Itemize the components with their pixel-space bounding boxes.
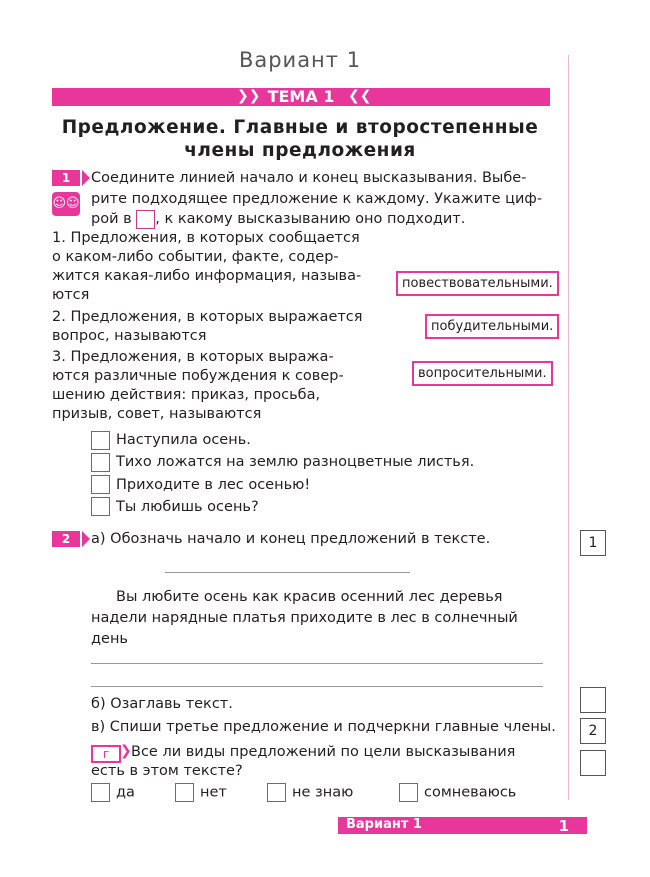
option-dont-know[interactable] [267,783,399,803]
answer-checkbox[interactable] [91,497,110,516]
text-line: вопрос, называются [52,328,207,344]
text-line: о каком-либо событии, факте, содер- [52,249,339,265]
option-yes[interactable] [91,783,175,803]
option-label: нет [200,784,227,801]
margin-line [568,55,569,800]
text-line: ются [52,287,90,303]
page-number: 1 [558,817,569,835]
score-box[interactable] [580,750,606,776]
sentence-item [91,496,474,518]
text-line: день [91,631,128,647]
statement-start-2 [52,308,382,346]
statement-start-1 [52,229,382,305]
text-line: рите подходящее предложение к каждому. Укажите циф- [91,190,543,207]
ending-box-1[interactable]: повествовательными. [396,271,559,296]
task2v-text: в) Спиши третье предложение и подчеркни главные члены. [91,719,556,735]
text-line: призыв, совет, называются [52,406,262,422]
text-line: Все ли виды предложений по цели высказывания [131,744,516,760]
text-line: надели нарядные платья приходите в лес в солнечный [91,610,518,626]
option-label: да [116,784,135,801]
score-box[interactable]: 1 [580,530,606,556]
task2b-text: б) Озаглавь текст. [91,696,233,712]
sentence-text: Приходите в лес осенью! [116,476,311,493]
heading-line: члены предложения [184,140,416,161]
option-checkbox[interactable] [175,783,194,802]
chevron-right-icon: ❯ [120,743,132,759]
task2a-text: а) Обозначь начало и конец предложений в тексте. [91,531,491,547]
option-checkbox[interactable] [399,783,418,802]
page-footer [338,817,587,834]
chevron-left-icon: ❮❮ [348,88,372,104]
text-line: ются различные побуждения к совер- [52,368,344,384]
title-line[interactable] [165,572,410,573]
sentence-item [91,451,474,473]
topic-label: ТЕМА 1 [267,87,335,106]
task2g-text [91,743,553,781]
ending-box-2[interactable]: побудительными. [425,314,559,339]
option-doubt[interactable] [399,783,516,803]
sentence-item [91,474,474,496]
option-label: сомневаюсь [424,784,517,801]
task2-text [91,587,551,608]
text-line: шению действия: приказ, просьба, [52,387,321,403]
score-box[interactable] [580,687,606,713]
text-line: есть в этом тексте? [91,763,243,779]
heading-line: Предложение. Главные и второстепенные [61,117,539,138]
writing-line[interactable] [91,686,543,687]
answer-options [91,783,551,803]
sentence-text: Наступила осень. [116,432,251,448]
sentence-list [91,429,474,518]
score-box[interactable]: 2 [580,718,606,744]
ending-box-3[interactable]: вопросительными. [412,361,553,386]
text-line: 3. Предложения, в которых выража- [52,349,334,365]
answer-box-sample [136,210,155,229]
option-checkbox[interactable] [267,783,286,802]
option-label: не знаю [292,784,354,801]
task-badge-g: г [91,745,121,763]
writing-line[interactable] [91,663,543,664]
chevron-right-icon: ❯❯ [237,88,261,104]
variant-title: Вариант 1 [238,48,362,72]
topic-bar [52,88,550,106]
answer-checkbox[interactable] [91,431,110,450]
text: рой в [91,211,132,227]
text-line: 1. Предложения, в которых сообщается [52,230,360,246]
text: , к какому высказыванию оно подходит. [155,211,466,227]
page-heading [40,116,560,162]
answer-checkbox[interactable] [91,475,110,494]
statement-start-3 [52,348,382,424]
text-line: жится какая-либо информация, называ- [52,268,362,284]
task2-text-cont [91,608,551,650]
pair-work-icon: ☺☺ [52,192,80,216]
answer-checkbox[interactable] [91,453,110,472]
option-checkbox[interactable] [91,783,110,802]
text-line: 2. Предложения, в которых выражается [52,309,363,325]
footer-variant: Вариант 1 [346,817,422,832]
text-line: Вы любите осень как красив осенний лес деревья [116,589,503,605]
sentence-item [91,429,474,451]
text-line: Соедините линией начало и конец высказывания. Выбе- [91,170,527,186]
sentence-text: Тихо ложатся на землю разноцветные листья. [116,454,475,471]
task-badge-1: 1 [52,170,80,186]
task-badge-2: 2 [52,531,80,547]
task1-instruction [91,168,556,230]
sentence-text: Ты любишь осень? [116,498,259,515]
option-no[interactable] [175,783,267,803]
